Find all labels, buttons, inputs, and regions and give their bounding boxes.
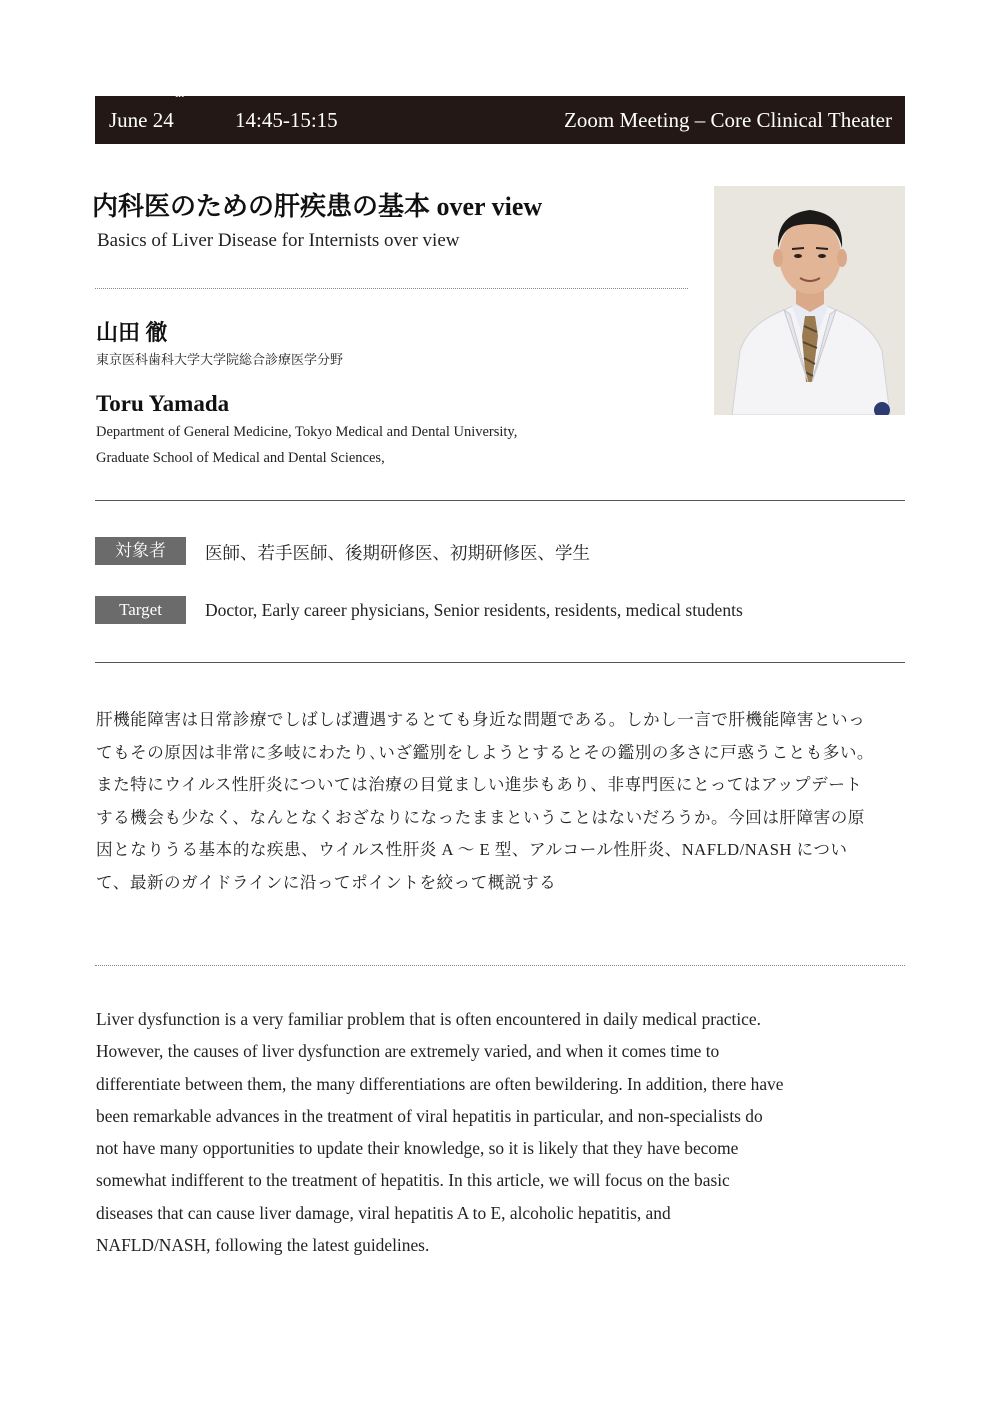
abstract-jp-line: てもその原因は非常に多岐にわたり､いざ鑑別をしようとするとその鑑別の多さに戸惑うことも多い。 (96, 742, 875, 762)
abstract-en-line: diseases that can cause liver damage, viral hepatitis A to E, alcoholic hepatitis, and (96, 1202, 671, 1223)
title-divider (95, 288, 688, 289)
session-venue: Zoom Meeting – Core Clinical Theater (564, 108, 892, 132)
talk-title-jp: 内科医のための肝疾患の基本 over view (92, 192, 543, 221)
talk-title-en: Basics of Liver Disease for Internists over view (97, 230, 460, 251)
abstract-divider (95, 965, 905, 966)
speaker-affiliation-jp: 東京医科歯科大学大学院総合診療医学分野 (96, 352, 344, 367)
section-divider (95, 500, 905, 501)
abstract-en-line: somewhat indifferent to the treatment of hepatitis. In this article, we will focus on the basic (96, 1170, 730, 1191)
speaker-photo (714, 186, 905, 415)
audience-label-en: Target (95, 596, 186, 624)
speaker-affiliation-en-line: Department of General Medicine, Tokyo Medical and Dental University, (96, 424, 518, 440)
audience-value-jp: 医師、若手医師、後期研修医、初期研修医、学生 (205, 543, 590, 563)
abstract-en-line: However, the causes of liver dysfunction are extremely varied, and when it comes time to (96, 1041, 720, 1062)
abstract-en-line: Liver dysfunction is a very familiar problem that is often encountered in daily medical practice. (96, 1009, 761, 1029)
speaker-name-en: Toru Yamada (96, 391, 230, 416)
abstract-jp-line: する機会も少なく、なんとなくおざなりになったままということはないだろうか。今回は肝障害の原 (96, 807, 865, 827)
abstract-jp-line: また特にウイルス性肝炎については治療の目覚ましい進歩もあり、非専門医にとってはアップデート (96, 775, 863, 794)
date-ordinal-suffix: th (174, 86, 185, 100)
session-time: 14:45-15:15 (235, 108, 338, 132)
speaker-name-jp: 山田 徹 (96, 320, 168, 345)
session-header-bar (95, 86, 905, 144)
abstract-en (96, 1003, 908, 1261)
abstract-jp-line: 因となりうる基本的な疾患、ウイルス性肝炎 A 〜 E 型、アルコール性肝炎、NAFLD/NASH につい (96, 840, 848, 859)
abstract-jp-line: 肝機能障害は日常診療でしばしば遭遇するとても身近な問題である。しかし一言で肝機能障害といっ (96, 710, 866, 729)
abstract-en-line: differentiate between them, the many differentiations are often bewildering. In addition, there have (96, 1073, 784, 1094)
audience-value-en: Doctor, Early career physicians, Senior residents, residents, medical students (205, 600, 743, 620)
speaker-portrait-illustration (714, 186, 905, 415)
audience-label-jp: 対象者 (95, 537, 186, 565)
section-divider (95, 662, 905, 663)
abstract-jp-line: て、最新のガイドラインに沿ってポイントを絞って概説する (96, 872, 557, 892)
abstract-en-line: NAFLD/NASH, following the latest guidelines. (96, 1235, 430, 1256)
abstract-en-line: not have many opportunities to update their knowledge, so it is likely that they have become (96, 1138, 739, 1159)
speaker-affiliation-en-line: Graduate School of Medical and Dental Sciences, (96, 450, 385, 466)
abstract-en-line: been remarkable advances in the treatment of viral hepatitis in particular, and non-specialists do (96, 1105, 763, 1126)
abstract-jp (96, 704, 908, 899)
session-date: June 24th (109, 86, 185, 132)
